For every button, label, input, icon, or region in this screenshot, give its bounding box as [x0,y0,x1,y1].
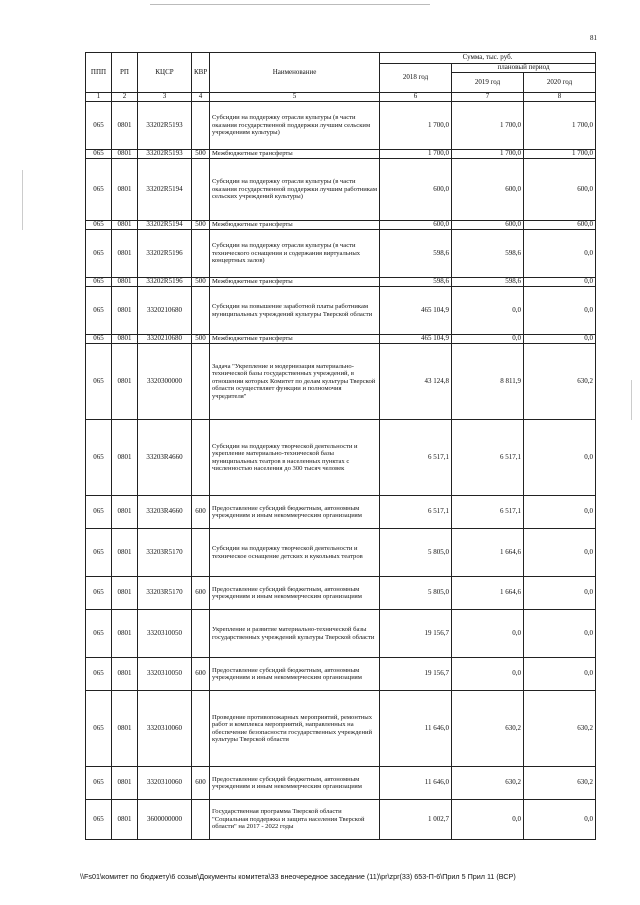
value-2020-cell: 1 700,0 [524,150,596,159]
table-body [86,102,596,840]
table-row [86,221,596,230]
kcsr-cell: 3320310050 [138,610,192,658]
name-cell: Межбюджетные трансферты [210,278,380,287]
value-2018-cell: 598,6 [380,230,452,278]
kvr-cell [192,159,210,221]
table-row [86,278,596,287]
scan-artifact-line [150,4,430,5]
scan-artifact-edge [22,170,23,230]
table-row [86,577,596,610]
value-2018-cell: 19 156,7 [380,658,452,691]
value-2019-cell: 598,6 [452,230,524,278]
value-2019-cell: 1 700,0 [452,150,524,159]
value-2018-cell: 6 517,1 [380,420,452,496]
value-2018-cell: 465 104,9 [380,335,452,344]
column-number-cell: 2 [112,93,138,102]
value-2018-cell: 6 517,1 [380,496,452,529]
value-2019-cell: 0,0 [452,335,524,344]
ppp-cell: 065 [86,230,112,278]
value-2020-cell: 0,0 [524,335,596,344]
value-2020-cell: 600,0 [524,159,596,221]
value-2018-cell: 43 124,8 [380,344,452,420]
ppp-cell: 065 [86,287,112,335]
value-2019-cell: 0,0 [452,800,524,840]
ppp-cell: 065 [86,691,112,767]
value-2019-cell: 630,2 [452,767,524,800]
ppp-cell: 065 [86,496,112,529]
kcsr-cell: 3600000000 [138,800,192,840]
value-2019-cell: 0,0 [452,287,524,335]
name-cell: Межбюджетные трансферты [210,221,380,230]
ppp-cell: 065 [86,102,112,150]
value-2019-cell: 6 517,1 [452,420,524,496]
table-row [86,691,596,767]
table-row [86,230,596,278]
column-number-cell: 6 [380,93,452,102]
column-numbers-row [86,93,596,102]
table-row [86,800,596,840]
kcsr-cell: 3320310060 [138,767,192,800]
value-2020-cell: 0,0 [524,420,596,496]
value-2018-cell: 1 700,0 [380,102,452,150]
rp-cell: 0801 [112,150,138,159]
value-2018-cell: 11 646,0 [380,691,452,767]
table-row [86,420,596,496]
kvr-cell: 600 [192,658,210,691]
rp-cell: 0801 [112,658,138,691]
ppp-cell: 065 [86,335,112,344]
kcsr-cell: 33202R5196 [138,230,192,278]
value-2019-cell: 600,0 [452,221,524,230]
table-row [86,610,596,658]
value-2018-cell: 1 002,7 [380,800,452,840]
column-number-cell: 8 [524,93,596,102]
kcsr-cell: 3320310050 [138,658,192,691]
rp-cell: 0801 [112,278,138,287]
value-2020-cell: 1 700,0 [524,102,596,150]
table-header [86,53,596,102]
table-row [86,150,596,159]
scan-artifact-edge [631,380,632,420]
header-2019: 2019 год [452,73,524,93]
column-number-cell: 7 [452,93,524,102]
rp-cell: 0801 [112,420,138,496]
value-2020-cell: 0,0 [524,800,596,840]
kcsr-cell: 33203R5170 [138,529,192,577]
kcsr-cell: 33202R5196 [138,278,192,287]
kcsr-cell: 33203R5170 [138,577,192,610]
rp-cell: 0801 [112,159,138,221]
value-2020-cell: 630,2 [524,344,596,420]
value-2018-cell: 465 104,9 [380,287,452,335]
budget-table [85,52,596,840]
table-row [86,102,596,150]
header-ppp: ППП [86,53,112,93]
header-kvr: КВР [192,53,210,93]
ppp-cell: 065 [86,221,112,230]
value-2020-cell: 0,0 [524,577,596,610]
header-planned-period: плановый период [452,64,596,73]
table-row [86,529,596,577]
table-row [86,496,596,529]
header-2018: 2018 год [380,64,452,93]
ppp-cell: 065 [86,610,112,658]
ppp-cell: 065 [86,344,112,420]
name-cell: Субсидии на поддержку отрасли культуры (в части технического оснащения и содержания виртуальных концертных залов) [210,230,380,278]
value-2019-cell: 1 700,0 [452,102,524,150]
value-2018-cell: 600,0 [380,221,452,230]
name-cell: Межбюджетные трансферты [210,335,380,344]
kvr-cell [192,420,210,496]
header-2020: 2020 год [524,73,596,93]
name-cell: Субсидии на поддержку творческой деятельности и техническое оснащение детских и кукольных театров [210,529,380,577]
column-number-cell: 3 [138,93,192,102]
kvr-cell [192,102,210,150]
kvr-cell [192,344,210,420]
kcsr-cell: 33202R5194 [138,159,192,221]
kcsr-cell: 33202R5193 [138,150,192,159]
kcsr-cell: 33203R4660 [138,496,192,529]
footer-file-path: \\Fs01\комитет по бюджету\6 созыв\Документы комитета\33 внеочередное заседание (11)\pr\zpr(33) 653-П-6\Прил 5 Прил 11 (ВСР) [80,872,516,881]
value-2019-cell: 0,0 [452,610,524,658]
kvr-cell: 500 [192,150,210,159]
header-rp: РП [112,53,138,93]
header-kcsr: КЦСР [138,53,192,93]
name-cell: Предоставление субсидий бюджетным, автономным учреждениям и иным некоммерческим организациям [210,658,380,691]
name-cell: Проведение противопожарных мероприятий, ремонтных работ и комплекса мероприятий, направленных на обеспечение безопасности государственных учреждений культуры Тверской области [210,691,380,767]
name-cell: Укрепление и развитие материально-технической базы государственных учреждений культуры Тверской области [210,610,380,658]
rp-cell: 0801 [112,577,138,610]
value-2018-cell: 600,0 [380,159,452,221]
value-2019-cell: 598,6 [452,278,524,287]
column-number-cell: 4 [192,93,210,102]
name-cell: Субсидии на поддержку отрасли культуры (в части оказания государственной поддержки лучшим сельским учреждениям культуры) [210,102,380,150]
name-cell: Субсидии на поддержку отрасли культуры (в части оказания государственной поддержки лучшим работникам сельских учреждений культуры) [210,159,380,221]
name-cell: Субсидии на повышение заработной платы работникам муниципальных учреждений культуры Тверской области [210,287,380,335]
rp-cell: 0801 [112,287,138,335]
name-cell: Предоставление субсидий бюджетным, автономным учреждениям и иным некоммерческим организациям [210,767,380,800]
kcsr-cell: 3320310060 [138,691,192,767]
table-row [86,767,596,800]
rp-cell: 0801 [112,230,138,278]
table-row [86,159,596,221]
column-number-cell: 1 [86,93,112,102]
name-cell: Государственная программа Тверской области "Социальная поддержка и защита населения Тверской области" на 2017 - 2022 годы [210,800,380,840]
kvr-cell [192,529,210,577]
kcsr-cell: 3320300000 [138,344,192,420]
table-row [86,344,596,420]
ppp-cell: 065 [86,800,112,840]
value-2019-cell: 600,0 [452,159,524,221]
rp-cell: 0801 [112,767,138,800]
name-cell: Задача "Укрепление и модернизация материально-технической базы государственных учреждений, в отношении которых Комитет по делам культуры Тверской области осуществляет функции и полномочия учредителя" [210,344,380,420]
table-row [86,658,596,691]
kvr-cell [192,610,210,658]
kcsr-cell: 33202R5194 [138,221,192,230]
ppp-cell: 065 [86,159,112,221]
kcsr-cell: 33202R5193 [138,102,192,150]
ppp-cell: 065 [86,420,112,496]
value-2020-cell: 630,2 [524,767,596,800]
value-2019-cell: 6 517,1 [452,496,524,529]
rp-cell: 0801 [112,335,138,344]
value-2018-cell: 5 805,0 [380,577,452,610]
value-2020-cell: 0,0 [524,230,596,278]
value-2020-cell: 0,0 [524,529,596,577]
kcsr-cell: 33203R4660 [138,420,192,496]
ppp-cell: 065 [86,658,112,691]
kvr-cell: 600 [192,767,210,800]
rp-cell: 0801 [112,691,138,767]
ppp-cell: 065 [86,150,112,159]
value-2019-cell: 8 811,9 [452,344,524,420]
name-cell: Предоставление субсидий бюджетным, автономным учреждениям и иным некоммерческим организациям [210,496,380,529]
rp-cell: 0801 [112,344,138,420]
kvr-cell: 500 [192,278,210,287]
rp-cell: 0801 [112,529,138,577]
kvr-cell [192,691,210,767]
value-2018-cell: 11 646,0 [380,767,452,800]
kvr-cell [192,287,210,335]
kvr-cell: 600 [192,496,210,529]
ppp-cell: 065 [86,278,112,287]
header-name: Наименование [210,53,380,93]
kvr-cell [192,800,210,840]
ppp-cell: 065 [86,577,112,610]
rp-cell: 0801 [112,496,138,529]
kvr-cell: 500 [192,221,210,230]
column-number-cell: 5 [210,93,380,102]
name-cell: Межбюджетные трансферты [210,150,380,159]
value-2018-cell: 598,6 [380,278,452,287]
rp-cell: 0801 [112,800,138,840]
kcsr-cell: 3320210680 [138,335,192,344]
value-2020-cell: 0,0 [524,496,596,529]
value-2020-cell: 0,0 [524,287,596,335]
page-number: 81 [590,34,597,42]
ppp-cell: 065 [86,767,112,800]
rp-cell: 0801 [112,102,138,150]
value-2020-cell: 0,0 [524,278,596,287]
rp-cell: 0801 [112,221,138,230]
value-2018-cell: 1 700,0 [380,150,452,159]
kcsr-cell: 3320210680 [138,287,192,335]
value-2019-cell: 1 664,6 [452,529,524,577]
kvr-cell: 500 [192,335,210,344]
table-row [86,287,596,335]
rp-cell: 0801 [112,610,138,658]
value-2020-cell: 630,2 [524,691,596,767]
value-2019-cell: 0,0 [452,658,524,691]
value-2019-cell: 1 664,6 [452,577,524,610]
value-2019-cell: 630,2 [452,691,524,767]
ppp-cell: 065 [86,529,112,577]
name-cell: Предоставление субсидий бюджетным, автономным учреждениям и иным некоммерческим организациям [210,577,380,610]
value-2018-cell: 19 156,7 [380,610,452,658]
value-2020-cell: 0,0 [524,658,596,691]
kvr-cell [192,230,210,278]
header-sum: Сумма, тыс. руб. [380,53,596,64]
name-cell: Субсидии на поддержку творческой деятельности и укрепление материально-технической базы муниципальных театров в населенных пунктах с численностью населения до 300 тысяч человек [210,420,380,496]
table-row [86,335,596,344]
value-2018-cell: 5 805,0 [380,529,452,577]
value-2020-cell: 600,0 [524,221,596,230]
value-2020-cell: 0,0 [524,610,596,658]
kvr-cell: 600 [192,577,210,610]
